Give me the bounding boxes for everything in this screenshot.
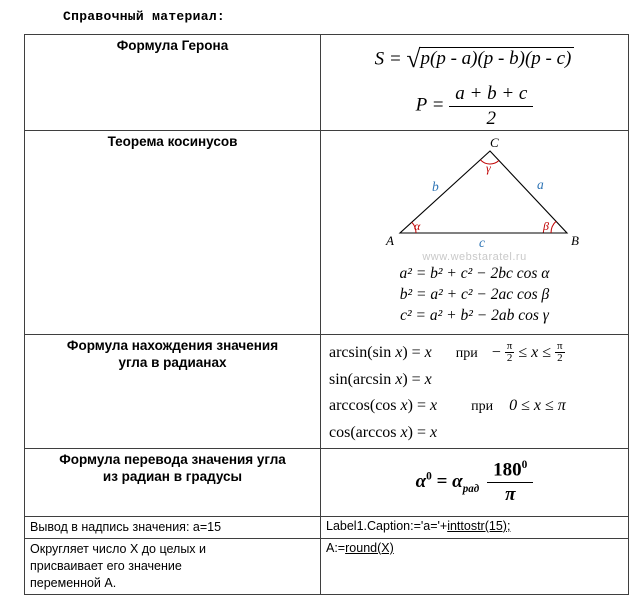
watermark-text: www.webstaratel.ru: [422, 251, 527, 263]
fraction: [487, 459, 533, 506]
radical-sign: √: [406, 44, 421, 73]
label-cell-caption: [25, 517, 321, 539]
table-row-caption: [25, 517, 629, 539]
condition-word: при: [455, 346, 478, 361]
side-c-label: c: [478, 235, 485, 250]
radians-line-cos: cos(arccos x) = x: [329, 424, 438, 441]
pi-over-2-fraction: $\frac{\pi}{2}$: [557, 339, 563, 365]
content-cell-heron: [321, 35, 629, 131]
row-label-round: Округляет число X до целых и присваивает его значение переменной А.: [30, 541, 207, 590]
content-cell-radians: [321, 335, 629, 449]
angle-alpha-label: α: [413, 219, 420, 233]
heron-area-formula: [321, 44, 628, 74]
label-cell-round: [25, 538, 321, 594]
radians-line-arccos: arccos(cos x) = x при 0 ≤ x ≤ π: [329, 397, 566, 414]
triangle-diagram: [340, 135, 610, 253]
vertex-a-label: A: [385, 233, 394, 248]
label-cell-degrees: [25, 449, 321, 517]
condition-range: 0 ≤ x ≤ π: [509, 397, 566, 414]
row-label-cosine: Теорема косинусов: [107, 134, 238, 149]
triangle-shape: [400, 151, 567, 233]
angle-gamma-label: γ: [485, 161, 491, 175]
semiperimeter-formula: [321, 83, 628, 130]
cosine-formula-c: c² = a² + b² − 2ab cos γ: [400, 307, 549, 324]
label-cell-cosine: [25, 131, 321, 335]
code-underlined: round(X): [345, 540, 394, 555]
cosine-formula-a: a² = b² + c² − 2bc cos α: [399, 265, 550, 282]
table-row-radians: [25, 335, 629, 449]
document-page: [0, 9, 640, 615]
cosine-formula-b: b² = a² + c² − 2ac cos β: [399, 286, 550, 303]
fraction-denominator: 2: [449, 106, 533, 130]
condition-word: при: [471, 399, 494, 414]
degrees-formula: $\alpha^0 = \alpha_{рад}$ $\frac{180^0}{\pi}$: [416, 471, 534, 492]
label-cell-heron: [25, 35, 321, 131]
vertex-b-label: B: [570, 233, 579, 248]
content-cell-caption: [321, 517, 629, 539]
fraction-numerator: a + b + c: [455, 83, 528, 104]
page-title: Справочный материал:: [63, 9, 226, 24]
table-row-heron: [25, 35, 629, 131]
code-text: A:=: [326, 540, 346, 555]
row-label-heron: Формула Герона: [116, 38, 229, 53]
vertex-c-label: C: [489, 135, 499, 150]
row-label-radians: Формула нахождения значения угла в радианах: [66, 338, 279, 370]
row-label-caption: Вывод в надпись значения: a=15: [30, 520, 222, 534]
label-cell-radians: [25, 335, 321, 449]
fraction-denominator: π: [487, 482, 533, 506]
pi-over-2-fraction: $\frac{\pi}{2}$: [506, 339, 513, 365]
table-row-round: [25, 538, 629, 594]
row-label-degrees: Формула перевода значения угла из радиан в градусы: [59, 452, 286, 484]
angle-beta-arc: [551, 221, 556, 233]
fraction: [449, 83, 533, 130]
code-underlined: inttostr(15);: [447, 519, 511, 533]
content-cell-round: [321, 538, 629, 594]
formula-lhs: P =: [415, 94, 450, 116]
formula-lhs: S =: [374, 48, 407, 70]
fraction-numerator: $180^0$: [493, 459, 528, 481]
radians-line-sin: sin(arcsin x) = x: [329, 371, 432, 388]
angle-beta-label: β: [542, 219, 549, 233]
code-text: Label1.Caption:='a='+: [326, 519, 448, 533]
side-a-label: a: [536, 177, 544, 192]
table-row-cosine: [25, 131, 629, 335]
radicand: p(p - a)(p - b)(p - c): [419, 47, 575, 69]
side-b-label: b: [431, 179, 439, 194]
radians-line-arcsin: arcsin(sin x) = x при − $\frac{\pi}{2}$ ≤ x ≤ $\frac{\pi}{2}$: [329, 339, 563, 365]
content-cell-cosine: [321, 131, 629, 335]
table-row-degrees: [25, 449, 629, 517]
content-cell-degrees: [321, 449, 629, 517]
reference-table: [24, 34, 629, 595]
